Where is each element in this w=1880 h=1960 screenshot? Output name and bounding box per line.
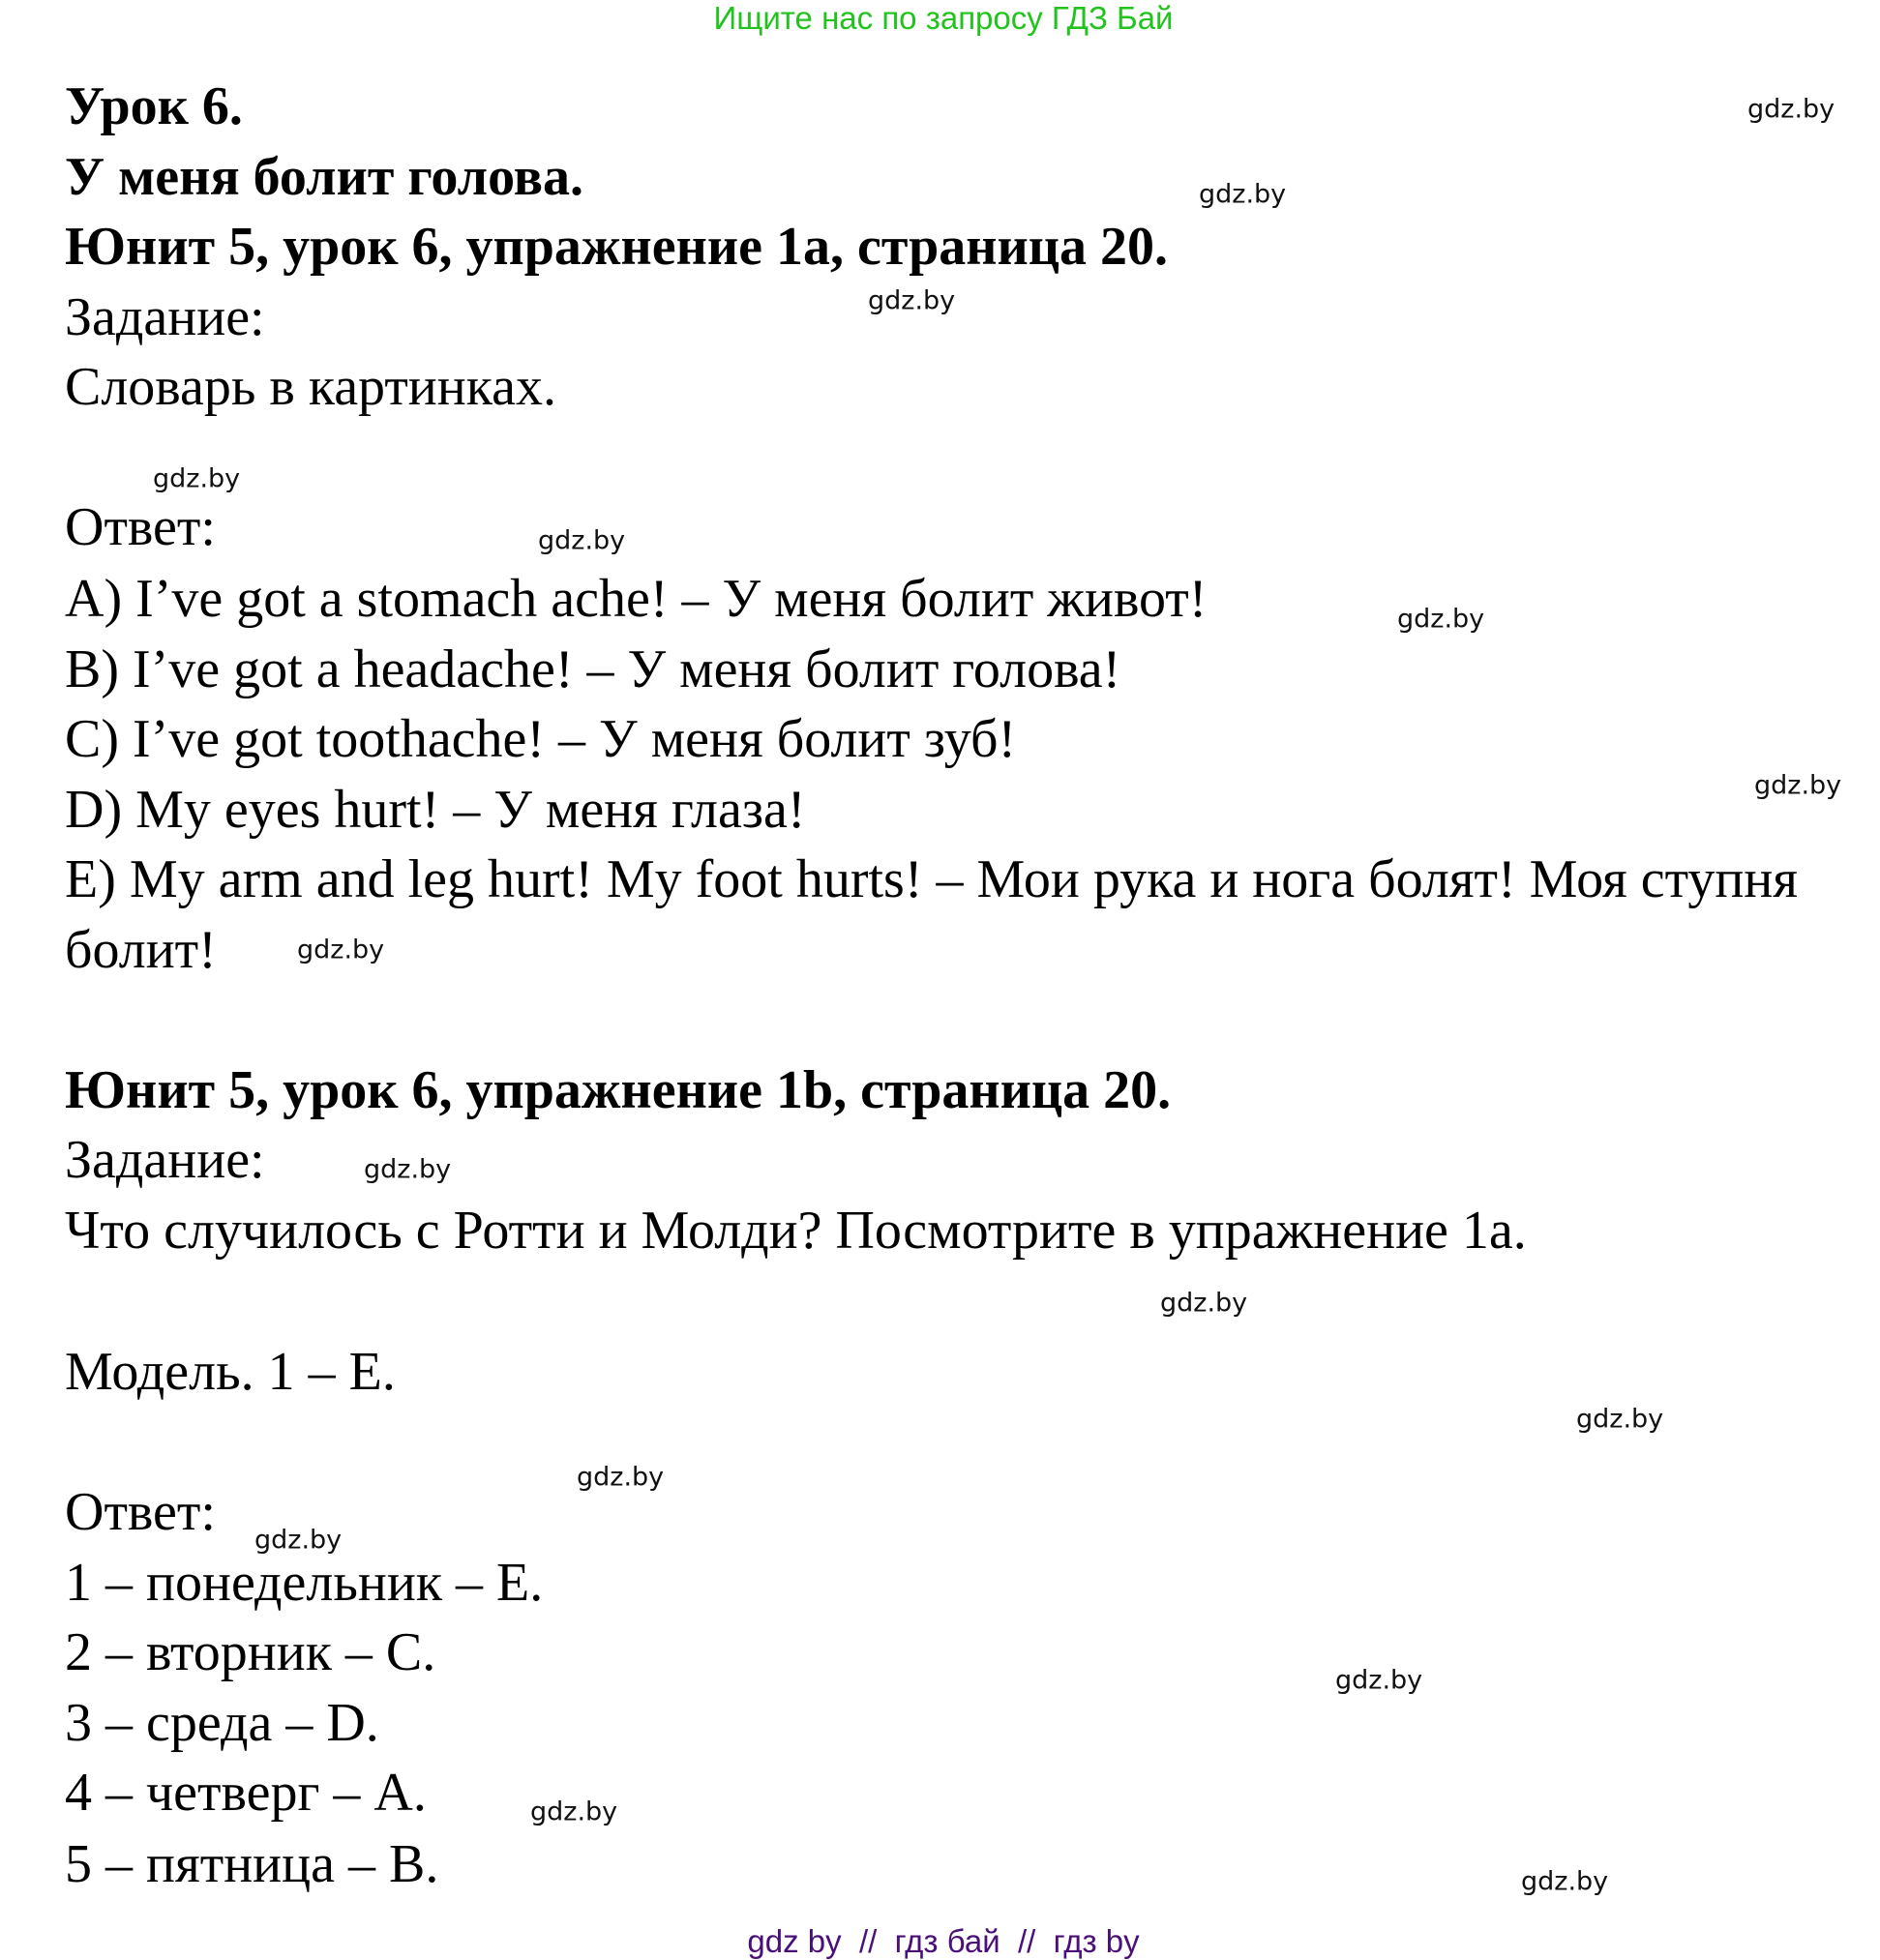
answer-line: E) My arm and leg hurt! My foot hurts! – Мои рука и нога болят! Моя ступня: [65, 849, 1799, 909]
watermark: gdz.by: [577, 1462, 665, 1493]
task-text: Словарь в картинках.: [65, 357, 556, 417]
watermark: gdz.by: [1747, 94, 1835, 125]
answer-line: A) I’ve got a stomach ache! – У меня болит живот!: [65, 569, 1208, 629]
watermark: gdz.by: [1521, 1866, 1609, 1897]
watermark: gdz.by: [1576, 1404, 1664, 1435]
answer-line: 3 – среда – D.: [65, 1693, 379, 1753]
answer-label: Ответ:: [65, 1482, 216, 1542]
answer-line: 5 – пятница – B.: [65, 1834, 439, 1894]
search-banner: Ищите нас по запросу ГДЗ Бай: [713, 0, 1174, 36]
watermark: gdz.by: [1397, 604, 1485, 635]
task-text: Что случилось с Ротти и Молди? Посмотрите в упражнение 1а.: [65, 1201, 1527, 1261]
lesson-title: Урок 6.: [65, 76, 243, 136]
task-label: Задание:: [65, 1130, 265, 1190]
exercise-heading-1a: Юнит 5, урок 6, упражнение 1а, страница 20.: [65, 217, 1169, 277]
answer-line: 1 – понедельник – E.: [65, 1553, 544, 1613]
watermark: gdz.by: [1335, 1665, 1423, 1696]
watermark: gdz.by: [1199, 179, 1287, 210]
watermark: gdz.by: [1160, 1288, 1248, 1319]
model-text: Модель. 1 – E.: [65, 1342, 396, 1402]
watermark: gdz.by: [364, 1154, 452, 1185]
watermark: gdz.by: [538, 525, 626, 556]
watermark: gdz.by: [868, 285, 956, 316]
answer-line: B) I’ve got a headache! – У меня болит голова!: [65, 639, 1121, 699]
answer-line: C) I’ve got toothache! – У меня болит зуб!: [65, 709, 1017, 769]
watermark: gdz.by: [1754, 770, 1842, 801]
lesson-subtitle: У меня болит голова.: [65, 147, 583, 207]
watermark: gdz.by: [297, 935, 385, 965]
answer-line: 2 – вторник – C.: [65, 1622, 436, 1682]
answer-label: Ответ:: [65, 497, 216, 557]
answer-line: 4 – четверг – A.: [65, 1763, 427, 1823]
task-label: Задание:: [65, 287, 265, 347]
exercise-heading-1b: Юнит 5, урок 6, упражнение 1b, страница 20.: [65, 1060, 1172, 1120]
watermark: gdz.by: [530, 1797, 618, 1827]
watermark: gdz.by: [153, 463, 241, 494]
watermark: gdz.by: [254, 1525, 343, 1556]
answer-line: болит!: [65, 920, 217, 980]
footer-links: gdz by // гдз бай // гдз by: [747, 1923, 1140, 1959]
answer-line: D) My eyes hurt! – У меня глаза!: [65, 780, 806, 840]
